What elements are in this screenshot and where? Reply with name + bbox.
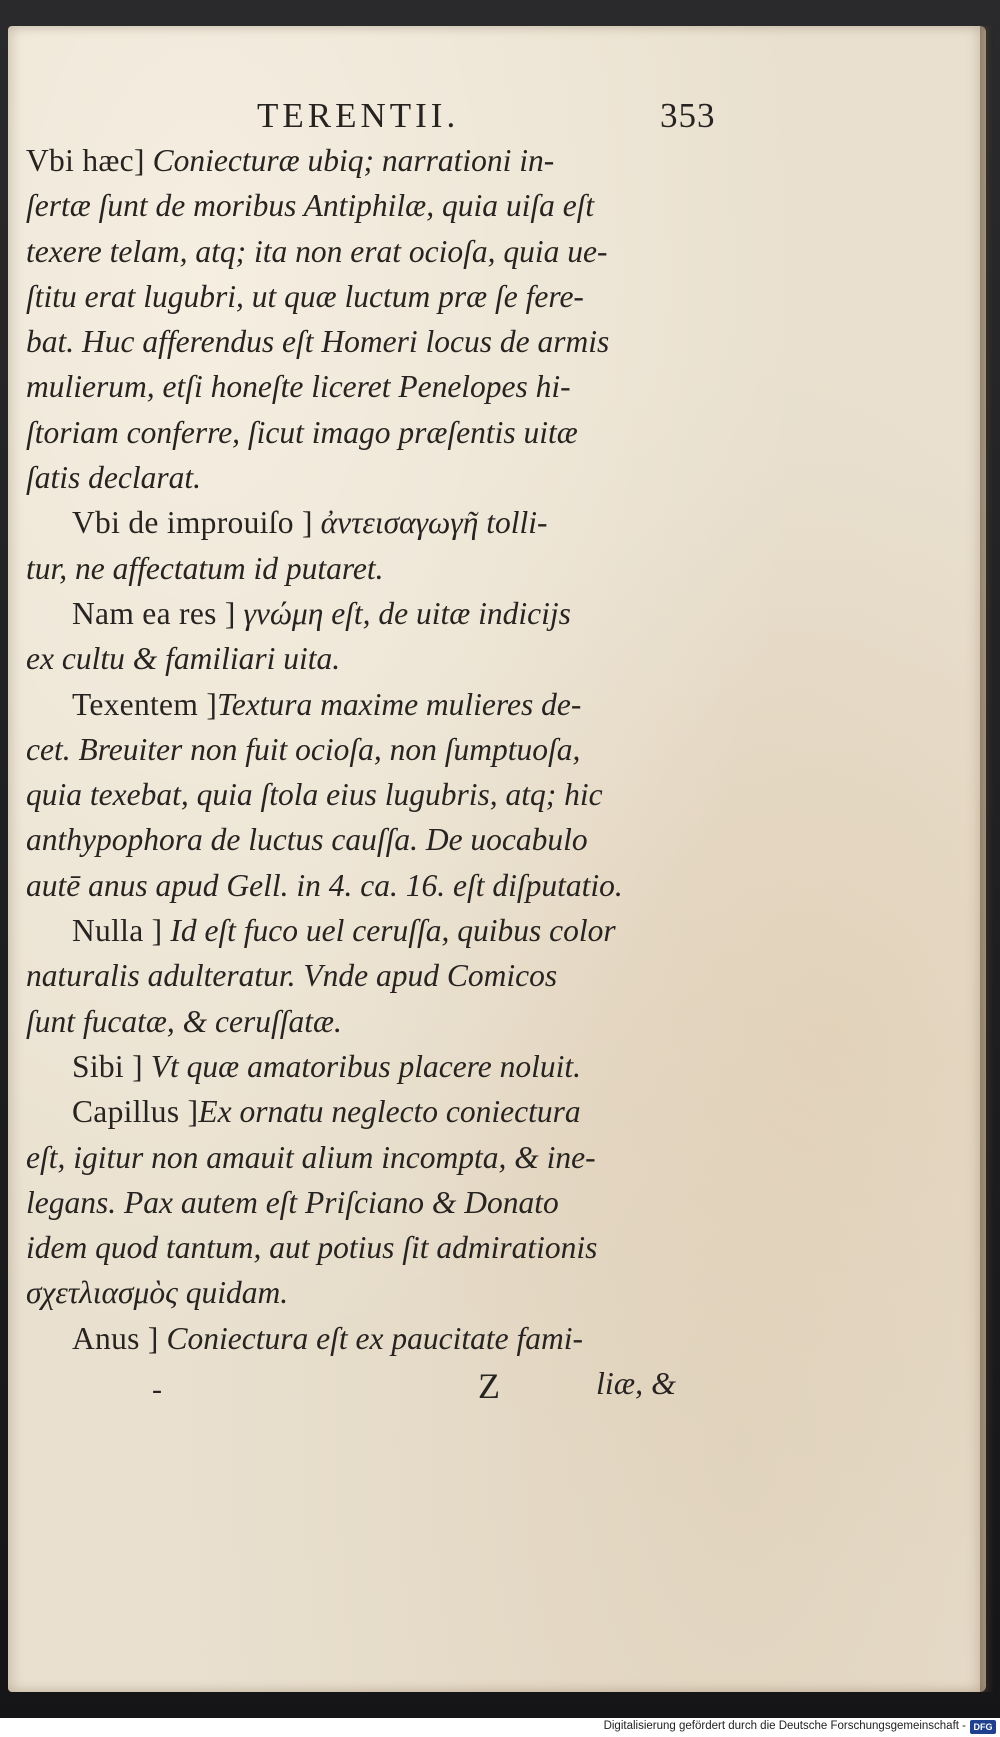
lemma: Vbi hæc] — [26, 143, 145, 178]
gloss: tur, ne affectatum id putaret. — [26, 550, 384, 586]
lemma: Anus ] — [72, 1320, 159, 1356]
page-number: 353 — [660, 96, 716, 135]
text-line — [26, 953, 716, 998]
text-line — [26, 229, 716, 274]
text-line — [26, 410, 716, 455]
gloss: ſtoriam conferre, ſicut imago præſentis uitæ — [26, 414, 578, 450]
gloss: Coniectura eſt ex paucitate fami- — [158, 1320, 583, 1356]
gloss: ex cultu & familiari uita. — [26, 641, 341, 677]
gloss: Textura maxime mulieres de- — [217, 686, 582, 722]
gloss: Coniecturæ ubiq; narrationi in- — [144, 143, 555, 178]
text-line — [26, 863, 716, 908]
gloss: ſtitu erat lugubri, ut quæ luctum præ ſe fere- — [26, 278, 584, 314]
running-head: TERENTII. — [257, 96, 460, 135]
lemma: Texentem ] — [72, 686, 218, 722]
text-line — [26, 546, 716, 591]
gloss: legans. Pax autem eſt Priſciano & Donato — [26, 1184, 559, 1220]
gloss: naturalis adulteratur. Vnde apud Comicos — [26, 958, 558, 994]
text-line — [26, 1316, 716, 1361]
commentary-text — [26, 138, 716, 1361]
page-edge-shadow — [980, 26, 994, 1692]
text-line — [26, 1044, 716, 1089]
text-line — [26, 817, 716, 862]
text-line — [26, 500, 716, 545]
gloss: idem quod tantum, aut potius ſit admirationis — [26, 1230, 598, 1266]
text-line — [26, 455, 716, 500]
gloss: Id eſt fuco uel ceruſſa, quibus color — [162, 913, 616, 949]
text-line — [26, 591, 716, 636]
text-line — [26, 1180, 716, 1225]
text-line — [26, 908, 716, 953]
gloss: bat. Huc afferendus eſt Homeri locus de armis — [26, 324, 610, 360]
gloss: texere telam, atq; ita non erat ocioſa, quia ue- — [26, 233, 608, 269]
signature-mark: Z — [478, 1366, 500, 1406]
text-line — [26, 274, 716, 319]
lemma: Sibi ] — [72, 1048, 143, 1084]
gloss: eſt, igitur non amauit alium incompta, & ine- — [26, 1139, 596, 1175]
text-line — [26, 364, 716, 409]
lemma: Vbi de improuiſo ] — [72, 505, 313, 541]
gloss: Vt quæ amatoribus placere noluit. — [142, 1048, 581, 1084]
catchline-dash: - — [152, 1373, 162, 1406]
text-line — [26, 636, 716, 681]
lemma: Nulla ] — [72, 913, 163, 949]
gloss: σχετλιασμὸς quidam. — [26, 1275, 289, 1311]
gloss: mulierum, etſi honeſte liceret Penelopes hi- — [26, 369, 571, 405]
dfg-logo: DFG — [970, 1720, 996, 1734]
text-line — [26, 772, 716, 817]
lemma: Nam ea res ] — [72, 595, 236, 631]
text-line — [26, 183, 716, 228]
text-line — [26, 1225, 716, 1270]
gloss: ἀντεισαγωγῆ tolli- — [312, 505, 548, 541]
gloss: Ex ornatu neglecto coniectura — [198, 1094, 581, 1130]
text-line — [26, 682, 716, 727]
page-header — [0, 96, 1000, 140]
catchline — [0, 1365, 1000, 1415]
text-line — [26, 727, 716, 772]
gloss: ſatis declarat. — [26, 460, 201, 496]
text-line — [26, 1089, 716, 1134]
gloss: autē anus apud Gell. in 4. ca. 16. eſt diſputatio. — [26, 867, 623, 903]
gloss: γνώμη eſt, de uitæ indicijs — [235, 595, 571, 631]
text-line — [26, 138, 716, 183]
text-line — [26, 1135, 716, 1180]
gloss: ſunt fucatæ, & ceruſſatæ. — [26, 1003, 342, 1039]
gloss: cet. Breuiter non fuit ocioſa, non ſumptuoſa, — [26, 731, 581, 767]
lemma: Capillus ] — [72, 1094, 199, 1130]
catchword: liæ, & — [596, 1365, 677, 1401]
footer-bar — [0, 1718, 1000, 1737]
gloss: quia texebat, quia ſtola eius lugubris, atq; hic — [26, 777, 603, 813]
funding-credit: Digitalisierung gefördert durch die Deutsche Forschungsgemeinschaft - — [603, 1720, 966, 1732]
gloss: ſertæ ſunt de moribus Antiphilæ, quia uiſa eſt — [26, 188, 595, 224]
gloss: anthypophora de luctus cauſſa. De uocabulo — [26, 822, 588, 858]
text-line — [26, 319, 716, 364]
text-line — [26, 1270, 716, 1315]
text-line — [26, 999, 716, 1044]
